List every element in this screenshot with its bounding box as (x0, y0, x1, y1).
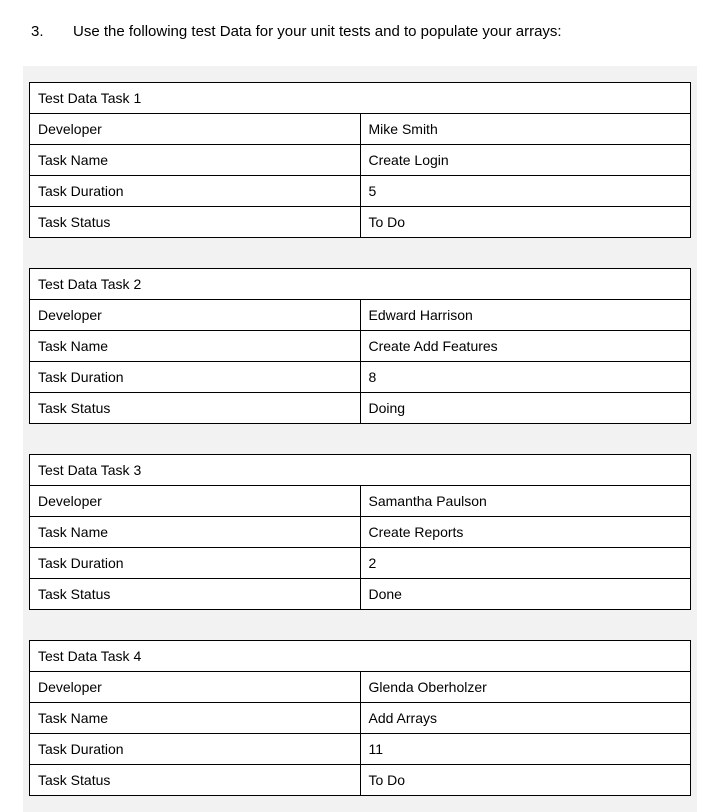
table-row (30, 331, 691, 362)
task-name-label: Task Name (30, 331, 361, 362)
table-row (30, 703, 691, 734)
table-row (30, 641, 691, 672)
task-block-2 (23, 252, 697, 438)
task-block-1 (23, 66, 697, 252)
task-duration-value: 8 (360, 362, 691, 393)
task-status-label: Task Status (30, 207, 361, 238)
instruction-heading (31, 22, 562, 42)
task-duration-label: Task Duration (30, 176, 361, 207)
task-table-3 (29, 454, 691, 610)
table-row (30, 83, 691, 114)
table-row (30, 393, 691, 424)
developer-value: Edward Harrison (360, 300, 691, 331)
table-row (30, 362, 691, 393)
task-name-label: Task Name (30, 703, 361, 734)
task-name-value: Create Reports (360, 517, 691, 548)
table-row (30, 207, 691, 238)
task-title: Test Data Task 2 (30, 269, 691, 300)
table-row (30, 269, 691, 300)
developer-label: Developer (30, 114, 361, 145)
task-status-label: Task Status (30, 393, 361, 424)
task-table-2 (29, 268, 691, 424)
task-title: Test Data Task 4 (30, 641, 691, 672)
task-status-label: Task Status (30, 579, 361, 610)
developer-label: Developer (30, 300, 361, 331)
task-block-4 (23, 624, 697, 812)
heading-number: 3. (31, 23, 44, 40)
heading-text: Use the following test Data for your unit tests and to populate your arrays: (73, 23, 562, 40)
table-row (30, 486, 691, 517)
task-status-label: Task Status (30, 765, 361, 796)
table-row (30, 455, 691, 486)
table-row (30, 114, 691, 145)
developer-label: Developer (30, 486, 361, 517)
task-name-label: Task Name (30, 145, 361, 176)
developer-value: Mike Smith (360, 114, 691, 145)
task-name-value: Create Login (360, 145, 691, 176)
table-row (30, 145, 691, 176)
table-row (30, 672, 691, 703)
table-row (30, 765, 691, 796)
task-table-4 (29, 640, 691, 796)
task-table-1 (29, 82, 691, 238)
task-status-value: Doing (360, 393, 691, 424)
task-duration-label: Task Duration (30, 362, 361, 393)
table-row (30, 517, 691, 548)
task-duration-value: 5 (360, 176, 691, 207)
task-status-value: Done (360, 579, 691, 610)
task-duration-label: Task Duration (30, 734, 361, 765)
table-row (30, 176, 691, 207)
task-duration-label: Task Duration (30, 548, 361, 579)
developer-value: Samantha Paulson (360, 486, 691, 517)
developer-label: Developer (30, 672, 361, 703)
table-row (30, 548, 691, 579)
table-row (30, 579, 691, 610)
task-name-value: Add Arrays (360, 703, 691, 734)
task-block-3 (23, 438, 697, 624)
table-row (30, 734, 691, 765)
developer-value: Glenda Oberholzer (360, 672, 691, 703)
task-duration-value: 2 (360, 548, 691, 579)
task-name-value: Create Add Features (360, 331, 691, 362)
task-title: Test Data Task 3 (30, 455, 691, 486)
task-name-label: Task Name (30, 517, 361, 548)
task-status-value: To Do (360, 207, 691, 238)
task-title: Test Data Task 1 (30, 83, 691, 114)
table-row (30, 300, 691, 331)
task-duration-value: 11 (360, 734, 691, 765)
task-status-value: To Do (360, 765, 691, 796)
